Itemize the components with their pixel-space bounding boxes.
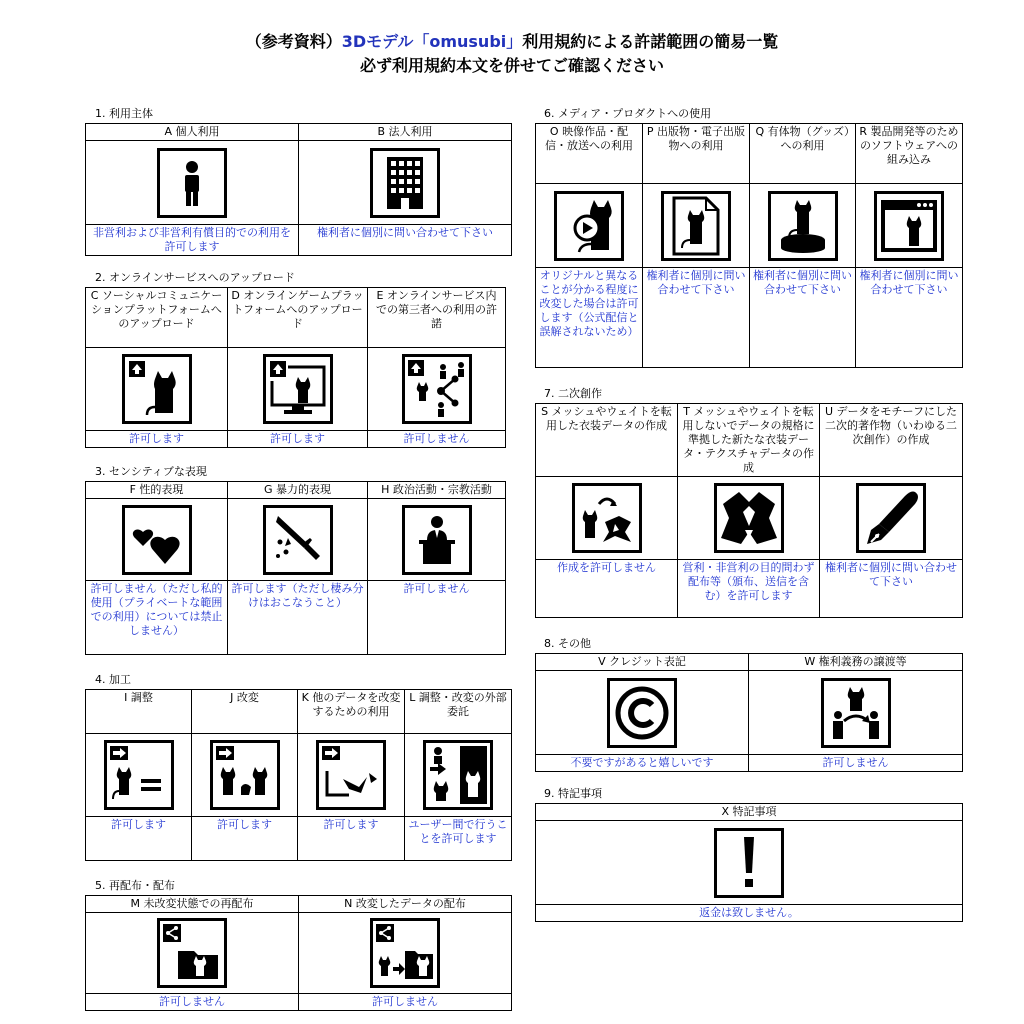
section-1-heading: 1. 利用主体	[95, 107, 153, 120]
item-b-label: B 法人利用	[299, 124, 512, 141]
item-f-note: 許可しません（ただし私的使用（プライベートな範囲での利用）については禁止しません）	[86, 581, 228, 655]
document-cat-icon	[661, 191, 731, 261]
item-s-note: 作成を許可しません	[536, 560, 678, 618]
reuse-data-icon	[316, 740, 386, 810]
item-l-label: L 調整・改変の外部委託	[405, 690, 512, 734]
figure-stand-icon	[768, 191, 838, 261]
person-icon	[157, 148, 227, 218]
item-k-note: 許可します	[298, 817, 405, 861]
item-w-label: W 権利義務の譲渡等	[749, 654, 963, 671]
item-q-note: 権利者に個別に問い合わせて下さい	[750, 268, 856, 368]
item-o-note: オリジナルと異なることが分かる程度に改変した場合は許可します（公式配信と誤解されないため）	[536, 268, 643, 368]
section-8-heading: 8. その他	[544, 637, 591, 650]
item-n-note: 許可しません	[299, 994, 512, 1011]
share-users-icon	[402, 354, 472, 424]
item-p-note: 権利者に個別に問い合わせて下さい	[643, 268, 750, 368]
model-name: 3Dモデル「omusubi」	[341, 32, 523, 51]
software-window-icon	[874, 191, 944, 261]
item-d-note: 許可します	[228, 431, 368, 448]
outsource-icon	[423, 740, 493, 810]
transfer-rights-icon	[821, 678, 891, 748]
section-9-table	[535, 803, 963, 922]
share-folder-icon	[157, 918, 227, 988]
item-x-label: X 特記事項	[536, 804, 963, 821]
item-h-note: 許可しません	[368, 581, 506, 655]
item-u-note: 権利者に個別に問い合わせて下さい	[820, 560, 963, 618]
section-6-table	[535, 123, 963, 368]
copyright-icon	[607, 678, 677, 748]
item-s-label: S メッシュやウェイトを転用した衣装データの作成	[536, 404, 678, 477]
section-9-heading: 9. 特記事項	[544, 787, 602, 800]
item-w-note: 許可しません	[749, 755, 963, 772]
item-r-label: R 製品開発等のためのソフトウェアへの組み込み	[856, 124, 963, 184]
item-q-label: Q 有体物（グッズ）への利用	[750, 124, 856, 184]
video-play-cat-icon	[554, 191, 624, 261]
item-g-note: 許可します（ただし棲み分けはおこなうこと）	[228, 581, 368, 655]
item-r-note: 権利者に個別に問い合わせて下さい	[856, 268, 963, 368]
item-t-note: 営利・非営利の目的問わず配布等（頒布、送信を含む）を許可します	[678, 560, 820, 618]
item-e-label: E オンラインサービス内での第三者への利用の許諾	[368, 288, 506, 348]
item-x-note: 返金は致しません。	[536, 905, 963, 922]
item-v-note: 不要ですがあると嬉しいです	[536, 755, 749, 772]
office-building-icon	[370, 148, 440, 218]
adjust-cat-icon	[104, 740, 174, 810]
section-2-table	[85, 287, 506, 448]
section-4-table	[85, 689, 512, 861]
fountain-pen-icon	[856, 483, 926, 553]
section-2-heading: 2. オンラインサービスへのアップロード	[95, 271, 295, 284]
section-4-heading: 4. 加工	[95, 673, 131, 686]
cat-to-costume-icon	[572, 483, 642, 553]
item-i-label: I 調整	[86, 690, 192, 734]
item-c-note: 許可します	[86, 431, 228, 448]
section-1-table	[85, 123, 512, 256]
item-v-label: V クレジット表記	[536, 654, 749, 671]
item-j-label: J 改変	[192, 690, 298, 734]
section-7-heading: 7. 二次創作	[544, 387, 602, 400]
page-subtitle: 必ず利用規約本文を併せてご確認ください	[359, 56, 664, 75]
item-f-label: F 性的表現	[86, 482, 228, 499]
section-8-table	[535, 653, 963, 772]
item-g-label: G 暴力的表現	[228, 482, 368, 499]
share-modified-icon	[370, 918, 440, 988]
section-7-table	[535, 403, 963, 618]
item-n-label: N 改変したデータの配布	[299, 896, 512, 913]
item-u-label: U データをモチーフにした二次的著作物（いわゆる二次創作）の作成	[820, 404, 963, 477]
item-t-label: T メッシュやウェイトを転用しないでデータの規格に準拠した新たな衣装データ・テクスチャデータの作成	[678, 404, 820, 477]
upload-cat-icon	[122, 354, 192, 424]
section-3-heading: 3. センシティブな表現	[95, 465, 207, 478]
item-m-label: M 未改変状態での再配布	[86, 896, 299, 913]
section-6-heading: 6. メディア・プロダクトへの使用	[544, 107, 712, 120]
item-c-label: C ソーシャルコミュニケーションプラットフォームへのアップロード	[86, 288, 228, 348]
item-l-note: ユーザー間で行うことを許可します	[405, 817, 512, 861]
item-j-note: 許可します	[192, 817, 298, 861]
hearts-icon	[122, 505, 192, 575]
item-d-label: D オンラインゲームプラットフォームへのアップロード	[228, 288, 368, 348]
section-3-table	[85, 481, 506, 655]
item-k-label: K 他のデータを改変するための利用	[298, 690, 405, 734]
item-a-label: A 個人利用	[86, 124, 299, 141]
page-title: （参考資料）3Dモデル「omusubi」利用規約による許諾範囲の簡易一覧	[245, 32, 779, 51]
section-5-heading: 5. 再配布・配布	[95, 879, 175, 892]
item-e-note: 許可しません	[368, 431, 506, 448]
item-p-label: P 出版物・電子出版物への利用	[643, 124, 750, 184]
item-m-note: 許可しません	[86, 994, 299, 1011]
section-5-table	[85, 895, 512, 1011]
speaker-podium-icon	[402, 505, 472, 575]
item-b-note: 権利者に個別に問い合わせて下さい	[299, 225, 512, 256]
costume-icon	[714, 483, 784, 553]
modify-cat-icon	[210, 740, 280, 810]
upload-monitor-cat-icon	[263, 354, 333, 424]
item-h-label: H 政治活動・宗教活動	[368, 482, 506, 499]
item-o-label: O 映像作品・配信・放送への利用	[536, 124, 643, 184]
item-i-note: 許可します	[86, 817, 192, 861]
exclamation-icon	[714, 828, 784, 898]
item-a-note: 非営利および非営利有償目的での利用を許可します	[86, 225, 299, 256]
bloody-knife-icon	[263, 505, 333, 575]
